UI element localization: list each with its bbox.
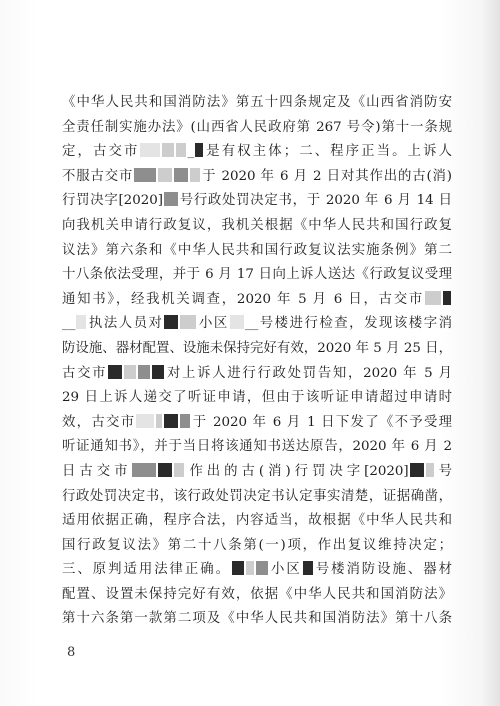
text-segment: 效，古交市: [62, 414, 136, 430]
redaction-mark: [180, 315, 196, 329]
redaction-mark: [195, 143, 203, 157]
text-line: [62, 263, 452, 288]
redaction-mark: [425, 291, 441, 305]
text-line: [62, 558, 452, 583]
text-segment: 小区: [197, 316, 229, 332]
text-segment: 对上诉人进行行政处罚告知，2020 年 5 月: [165, 365, 452, 381]
redaction-mark: [138, 365, 150, 379]
text-segment: 执法人员对: [87, 316, 164, 332]
text-segment: 防设施、器材配置、设施未保持完好有效，2020 年 5 月 25 日，: [62, 340, 452, 356]
page-edge-shadow: [482, 0, 500, 706]
text-line: [62, 386, 452, 411]
text-line: [62, 91, 452, 116]
text-segment: 行政处罚决定书，该行政处罚决定书认定事实清楚，证据确凿，: [62, 488, 452, 504]
text-segment: 定，古交市: [62, 144, 140, 160]
text-segment: 于 2020 年 6 月 2 日对其作出的古(消): [201, 168, 452, 184]
text-line: [62, 116, 452, 141]
text-segment: 听证通知书》，并于当日将该通知书送达原告，2020 年 6 月 2: [62, 439, 452, 455]
redaction-mark: [230, 315, 244, 329]
text-line: [62, 362, 452, 387]
text-segment: 号行政处罚决定书，于 2020 年 6 月 14 日: [178, 193, 452, 209]
redaction-mark: [190, 168, 200, 182]
redaction-mark: [76, 315, 86, 329]
text-segment: 适用依据正确，程序合法，内容适当，故根据《中华人民共和: [62, 513, 452, 529]
text-line: [62, 583, 452, 608]
text-segment: 十八条依法受理，并于 6 月 17 日向上诉人送达《行政复议受理: [62, 267, 452, 283]
redaction-mark: [134, 168, 156, 182]
text-segment: 配置、设置未保持完好有效，依据《中华人民共和国消防法》: [62, 586, 452, 602]
text-line: [62, 337, 452, 362]
text-segment: 国行政复议法》第二十八条第(一)项，作出复议维持决定；: [62, 537, 452, 553]
text-segment: 于 2020 年 6 月 1 日下发了《不予受理: [191, 414, 452, 430]
page-number: 8: [67, 645, 76, 660]
redaction-mark: [410, 463, 424, 477]
text-segment: 三、原判适用法律正确。: [62, 562, 232, 578]
redaction-mark: [156, 414, 162, 428]
redaction-mark: [180, 414, 190, 428]
text-segment: 行罚决字[2020]: [62, 193, 163, 209]
text-segment: 全责任制实施办法》(山西省人民政府第 267 号令)第十一条规: [62, 119, 452, 135]
text-segment: _: [187, 144, 195, 160]
text-line: [62, 189, 452, 214]
redaction-mark: [158, 463, 172, 477]
text-segment: 议法》第六条和《中华人民共和国行政复议法实施条例》第二: [62, 242, 452, 258]
text-line: [62, 485, 452, 510]
redaction-mark: [136, 414, 154, 428]
redaction-mark: [232, 561, 244, 575]
redaction-mark: [174, 463, 184, 477]
redaction-mark: [164, 192, 178, 206]
redaction-mark: [124, 365, 136, 379]
redaction-mark: [176, 143, 186, 157]
text-segment: 29 日上诉人递交了听证申请，但由于该听证申请超过申请时: [62, 390, 452, 406]
document-body: [62, 91, 452, 632]
text-line: [62, 288, 452, 313]
text-segment: __号楼进行检查，发现该楼字消: [244, 316, 452, 332]
text-segment: 号: [434, 463, 452, 479]
text-segment: 日古交市: [62, 463, 132, 479]
text-segment: 是有权主体；二、程序正当。上诉人: [204, 144, 452, 160]
redaction-mark: [164, 414, 178, 428]
text-segment: 《中华人民共和国消防法》第五十四条规定及《山西省消防安: [62, 95, 452, 110]
redaction-mark: [303, 561, 313, 575]
redaction-mark: [174, 168, 188, 182]
text-line: [62, 509, 452, 534]
text-line: [62, 435, 452, 460]
text-segment: 古交市: [62, 365, 108, 381]
text-segment: __: [62, 316, 76, 332]
redaction-mark: [152, 365, 164, 379]
text-segment: 小区: [269, 562, 302, 578]
text-segment: 作出的古(消)行罚决字[2020]: [185, 463, 409, 479]
redaction-mark: [256, 561, 268, 575]
text-segment: 向我机关申请行政复议，我机关根据《中华人民共和国行政复: [62, 217, 452, 233]
redaction-mark: [426, 463, 434, 477]
redaction-mark: [132, 463, 156, 477]
text-line: [62, 607, 452, 632]
redaction-mark: [108, 365, 122, 379]
text-line: [62, 214, 452, 239]
redaction-mark: [443, 291, 451, 305]
text-segment: 号楼消防设施、器材: [313, 562, 452, 578]
redaction-mark: [246, 561, 254, 575]
text-line: [62, 411, 452, 436]
redaction-mark: [158, 168, 172, 182]
redaction-mark: [162, 143, 174, 157]
text-line: [62, 534, 452, 559]
text-line: [62, 460, 452, 485]
text-line: [62, 140, 452, 165]
text-segment: 第十六条第一款第二项及《中华人民共和国消防法》第十八条: [62, 611, 452, 627]
text-line: [62, 239, 452, 264]
text-line: [62, 165, 452, 190]
text-segment: 不服古交市: [62, 168, 134, 184]
redaction-mark: [140, 143, 160, 157]
redaction-mark: [164, 315, 178, 329]
text-segment: 通知书》，经我机关调查，2020 年 5 月 6 日，古交市: [62, 291, 424, 307]
text-line: [62, 312, 452, 337]
